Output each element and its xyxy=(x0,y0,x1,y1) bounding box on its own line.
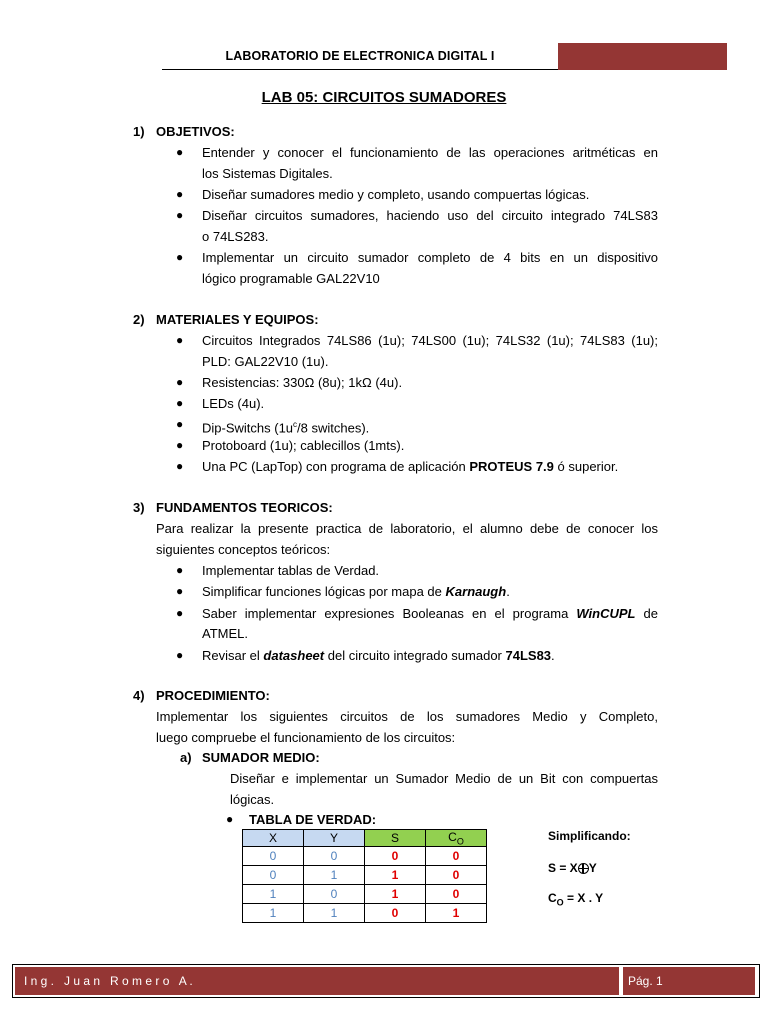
section-4-title: PROCEDIMIENTO: xyxy=(156,688,270,703)
carry-eq-sub: O xyxy=(556,897,564,908)
s2-b4-sup: c xyxy=(293,420,298,429)
cell-co: 0 xyxy=(426,885,487,904)
section-1-number: 1) xyxy=(133,124,145,139)
cell-y: 1 xyxy=(304,866,365,885)
cell-s: 1 xyxy=(365,866,426,885)
section-1-title: OBJETIVOS: xyxy=(156,124,235,139)
s3-b4-e: . xyxy=(551,648,555,663)
s2-b4-a: Dip-Switchs (1u xyxy=(202,420,294,436)
cell-co: 1 xyxy=(426,904,487,923)
s1-bullet-4-cont: lógico programable GAL22V10 xyxy=(202,271,380,286)
document-title: LAB 05: CIRCUITOS SUMADORES xyxy=(261,89,507,106)
bullet-icon: ● xyxy=(176,250,184,264)
cell-co: 0 xyxy=(426,866,487,885)
carry-eq-c: C xyxy=(548,891,557,905)
s3-b2-b: Karnaugh xyxy=(445,584,507,599)
carry-eq-rest: = X . Y xyxy=(563,891,604,905)
carry-equation xyxy=(548,888,603,912)
s2-bullet-3: LEDs (4u). xyxy=(202,396,265,411)
subsection-a-line-1: Diseñar e implementar un Sumador Medio de un Bit con compuertas xyxy=(230,771,658,786)
footer-author: I n g . J u a n R o m e r o A . xyxy=(24,974,193,988)
header-co-main: C xyxy=(448,830,457,844)
s3-bullet-4 xyxy=(202,645,658,666)
s2-bullet-1-cont: PLD: GAL22V10 (1u). xyxy=(202,354,329,369)
table-row xyxy=(243,904,487,923)
simplify-title: Simplificando: xyxy=(548,829,631,843)
s2-bullet-5: Protoboard (1u); cablecillos (1mts). xyxy=(202,438,405,453)
header-co-sub: O xyxy=(456,836,464,847)
cell-s: 1 xyxy=(365,885,426,904)
cell-y: 0 xyxy=(304,885,365,904)
section-2-title: MATERIALES Y EQUIPOS: xyxy=(156,312,319,327)
header-co xyxy=(426,830,487,847)
cell-x: 1 xyxy=(243,885,304,904)
s3-bullet-3 xyxy=(202,603,658,624)
s3-b4-d: 74LS83 xyxy=(505,648,552,663)
bullet-icon: ● xyxy=(176,438,184,452)
footer-page-number: Pág. 1 xyxy=(628,974,663,988)
truth-table-label: TABLA DE VERDAD: xyxy=(249,812,377,827)
s3-b3-c: de xyxy=(635,606,659,621)
cell-y: 1 xyxy=(304,904,365,923)
s1-bullet-2: Diseñar sumadores medio y completo, usando compuertas lógicas. xyxy=(202,187,590,202)
s1-bullet-3-cont: o 74LS283. xyxy=(202,229,269,244)
s2-b6-c: ó superior. xyxy=(553,459,619,474)
cell-x: 0 xyxy=(243,866,304,885)
bullet-icon: ● xyxy=(176,648,184,662)
s3-b2-a: Simplificar funciones lógicas por mapa de xyxy=(202,584,446,599)
s3-bullet-3-cont: ATMEL. xyxy=(202,626,248,641)
cell-s: 0 xyxy=(365,904,426,923)
s4-paragraph-line-1: Implementar los siguientes circuitos de los sumadores Medio y Completo, xyxy=(156,709,658,724)
s3-paragraph-line-1: Para realizar la presente practica de laboratorio, el alumno debe de conocer los xyxy=(156,521,658,536)
s1-bullet-4: Implementar un circuito sumador completo de 4 bits en un dispositivo xyxy=(202,250,658,265)
sum-eq-left: S = X xyxy=(548,861,578,875)
bullet-icon: ● xyxy=(176,145,184,159)
bullet-icon: ● xyxy=(176,187,184,201)
s3-b4-a: Revisar el xyxy=(202,648,264,663)
xor-icon xyxy=(578,863,589,874)
s4-paragraph-line-2: luego compruebe el funcionamiento de los circuitos: xyxy=(156,730,456,745)
s3-paragraph-line-2: siguientes conceptos teóricos: xyxy=(156,542,331,557)
cell-co: 0 xyxy=(426,847,487,866)
bullet-icon: ● xyxy=(226,812,234,826)
subsection-a-number: a) xyxy=(180,750,192,765)
truth-table-header xyxy=(243,830,487,847)
subsection-a-title: SUMADOR MEDIO: xyxy=(202,750,320,765)
s3-b4-c: del circuito integrado sumador xyxy=(324,648,506,663)
s3-b4-b: datasheet xyxy=(263,648,325,663)
cell-x: 0 xyxy=(243,847,304,866)
sum-eq-right: Y xyxy=(588,861,597,875)
s2-bullet-2: Resistencias: 330Ω (8u); 1kΩ (4u). xyxy=(202,375,403,390)
table-row xyxy=(243,866,487,885)
sum-equation xyxy=(548,858,597,878)
s2-b6-b: PROTEUS 7.9 xyxy=(469,459,554,474)
header-x: X xyxy=(243,830,304,847)
cell-x: 1 xyxy=(243,904,304,923)
cell-y: 0 xyxy=(304,847,365,866)
header-rule xyxy=(162,69,558,70)
subsection-a-line-2: lógicas. xyxy=(230,792,275,807)
section-3-number: 3) xyxy=(133,500,145,515)
section-3-title: FUNDAMENTOS TEORICOS: xyxy=(156,500,333,515)
bullet-icon: ● xyxy=(176,584,184,598)
s2-b6-a: Una PC (LapTop) con programa de aplicación xyxy=(202,459,470,474)
cell-s: 0 xyxy=(365,847,426,866)
header-s: S xyxy=(365,830,426,847)
s1-bullet-1-cont: los Sistemas Digitales. xyxy=(202,166,333,181)
table-row xyxy=(243,885,487,904)
s3-bullet-1: Implementar tablas de Verdad. xyxy=(202,563,380,578)
bullet-icon: ● xyxy=(176,396,184,410)
header-y: Y xyxy=(304,830,365,847)
header-title: LABORATORIO DE ELECTRONICA DIGITAL I xyxy=(225,49,495,63)
table-row xyxy=(243,847,487,866)
s1-bullet-1: Entender y conocer el funcionamiento de las operaciones aritméticas en xyxy=(202,145,658,160)
bullet-icon: ● xyxy=(176,208,184,222)
s2-bullet-6 xyxy=(202,456,658,477)
s2-b4-c: /8 switches). xyxy=(297,420,370,436)
bullet-icon: ● xyxy=(176,563,184,577)
truth-table xyxy=(242,829,487,923)
header-accent-box xyxy=(558,43,727,70)
s3-b3-a: Saber implementar expresiones Booleanas en el programa xyxy=(202,606,577,621)
bullet-icon: ● xyxy=(176,333,184,347)
s3-bullet-2 xyxy=(202,581,658,602)
s3-b2-c: . xyxy=(506,584,510,599)
bullet-icon: ● xyxy=(176,375,184,389)
bullet-icon: ● xyxy=(176,459,184,473)
section-2-number: 2) xyxy=(133,312,145,327)
section-4-number: 4) xyxy=(133,688,145,703)
bullet-icon: ● xyxy=(176,417,184,431)
bullet-icon: ● xyxy=(176,606,184,620)
s3-b3-b: WinCUPL xyxy=(576,606,636,621)
s2-bullet-1: Circuitos Integrados 74LS86 (1u); 74LS00 (1u); 74LS32 (1u); 74LS83 (1u); xyxy=(202,333,658,348)
s1-bullet-3: Diseñar circuitos sumadores, haciendo uso del circuito integrado 74LS83 xyxy=(202,208,658,223)
